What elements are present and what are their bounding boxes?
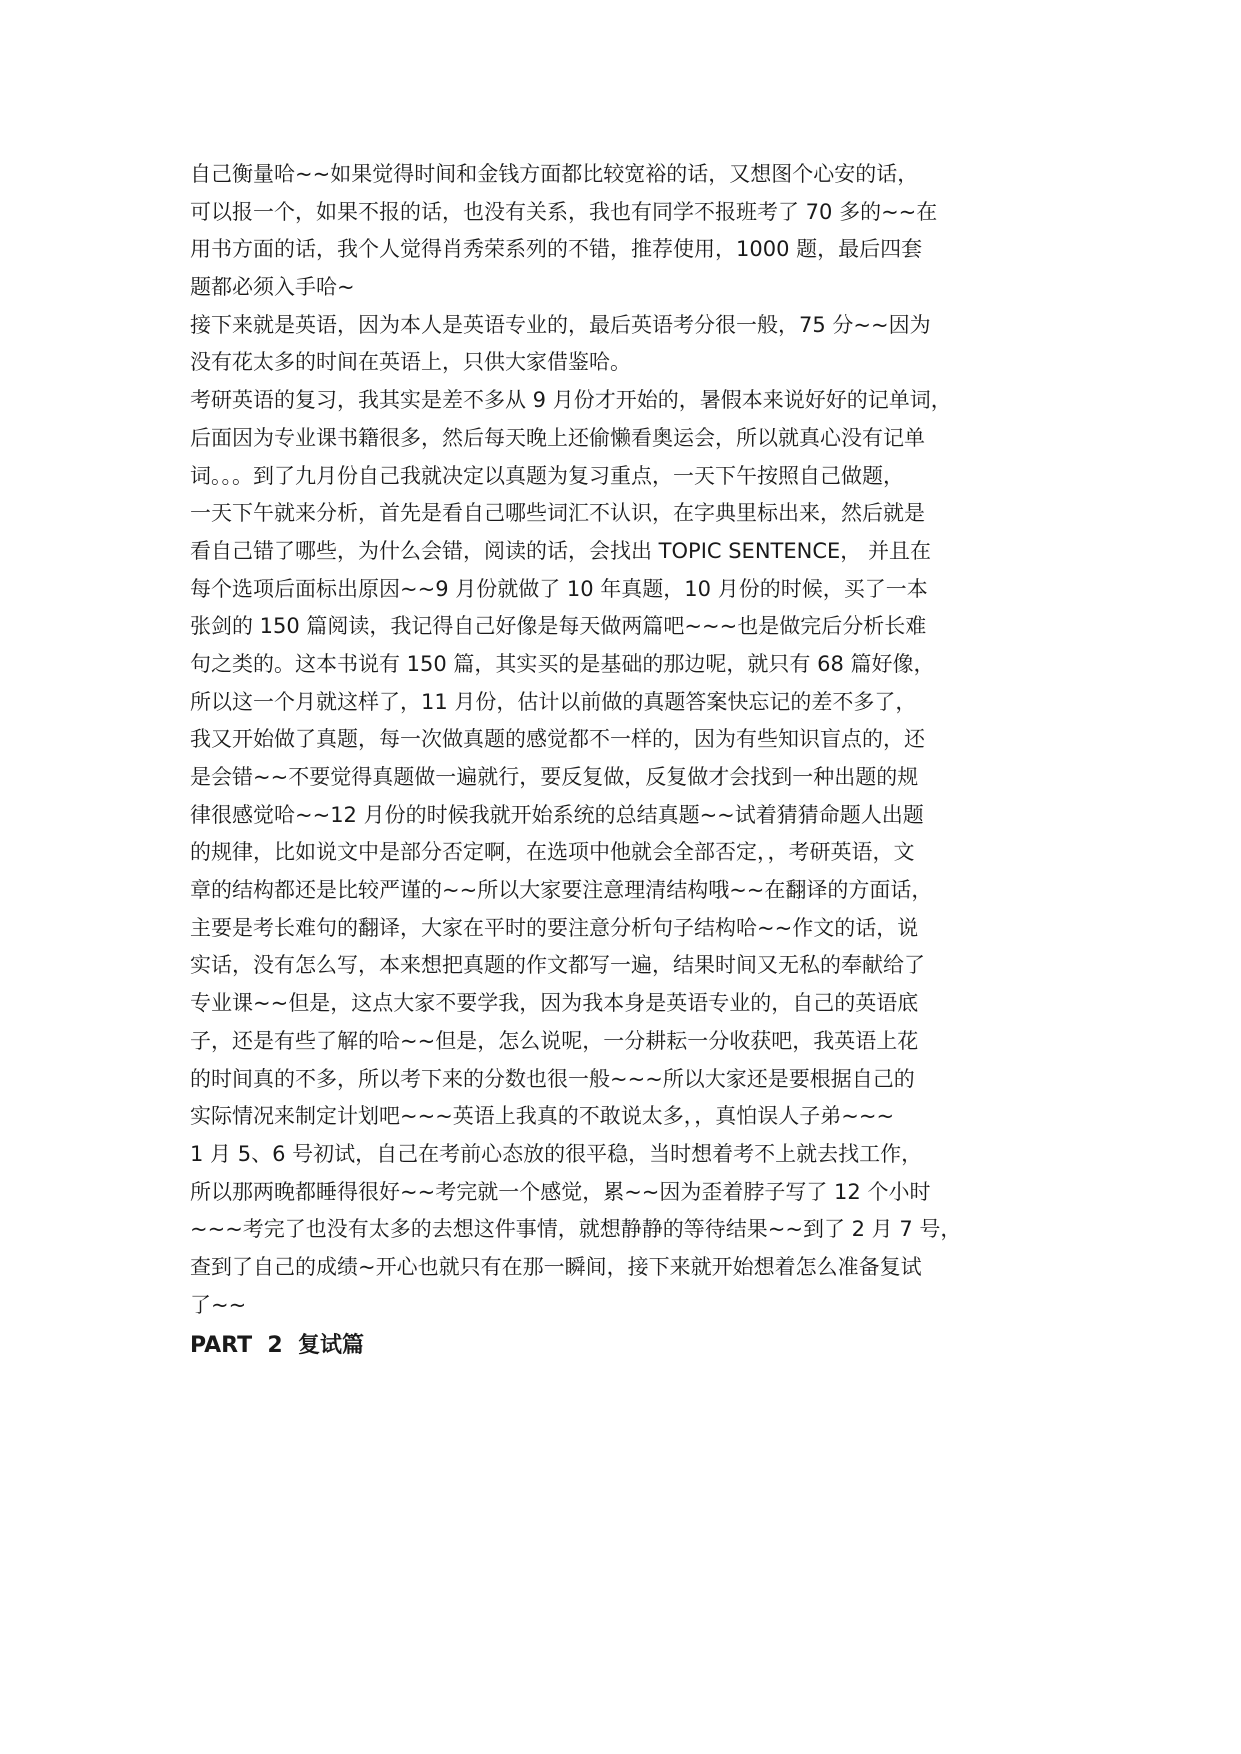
text-line: 看自己错了哪些，为什么会错，阅读的话，会找出 TOPIC SENTENCE， 并且在 [190, 538, 931, 563]
text-line: 题都必须入手哈~ [190, 275, 355, 300]
text-line: 后面因为专业课书籍很多，然后每天晚上还偷懒看奥运会，所以就真心没有记单 [190, 425, 925, 450]
text-line: 子，还是有些了解的哈~~但是，怎么说呢，一分耕耘一分收获吧，我英语上花 [190, 1028, 919, 1053]
text-line: 章的结构都还是比较严谨的~~所以大家要注意理清结构哦~~在翻译的方面话， [190, 878, 933, 903]
text-line: 句之类的。这本书说有 150 篇，其实买的是基础的那边呢，就只有 68 篇好像， [190, 651, 935, 676]
text-line: 实话，没有怎么写，本来想把真题的作文都写一遍，结果时间又无私的奉献给了 [190, 953, 925, 978]
text-line: 1 月 5、6 号初试，自己在考前心态放的很平稳，当时想着考不上就去找工作， [190, 1141, 923, 1166]
text-line: 主要是考长难句的翻译，大家在平时的要注意分析句子结构哈~~作文的话，说 [190, 915, 919, 940]
text-line: 考研英语的复习，我其实是差不多从 9 月份才开始的，暑假本来说好好的记单词， [190, 388, 952, 413]
text-line: 的时间真的不多，所以考下来的分数也很一般~~~所以大家还是要根据自己的 [190, 1066, 915, 1091]
text-line: 张剑的 150 篇阅读，我记得自己好像是每天做两篇吧~~~也是做完后分析长难 [190, 614, 927, 639]
text-line: 是会错~~不要觉得真题做一遍就行，要反复做，反复做才会找到一种出题的规 [190, 765, 919, 789]
text-line: ~~~考完了也没有太多的去想这件事情，就想静静的等待结果~~到了 2 月 7 号， [190, 1217, 962, 1242]
text-line: 没有花太多的时间在英语上，只供大家借鉴哈。 [190, 350, 631, 375]
section-heading: PART 2 复试篇 [190, 1333, 365, 1359]
text-line: 可以报一个，如果不报的话，也没有关系，我也有同学不报班考了 70 多的~~在 [190, 199, 938, 224]
text-line: 专业课~~但是，这点大家不要学我，因为我本身是英语专业的，自己的英语底 [190, 991, 919, 1016]
text-line: 的规律，比如说文中是部分否定啊，在选项中他就会全部否定，，考研英语，文 [190, 840, 915, 865]
text-line: 词。。。到了九月份自己我就决定以真题为复习重点，一天下午按照自己做题， [190, 463, 904, 488]
text-line: 所以那两晚都睡得很好~~考完就一个感觉，累~~因为歪着脖子写了 12 个小时 [190, 1179, 931, 1204]
document-body [190, 156, 1070, 1366]
text-line: 接下来就是英语，因为本人是英语专业的，最后英语考分很一般，75 分~~因为 [190, 312, 931, 337]
text-line: 律很感觉哈~~12 月份的时候我就开始系统的总结真题~~试着猜猜命题人出题 [190, 802, 924, 827]
text-line: 每个选项后面标出原因~~9 月份就做了 10 年真题，10 月份的时候，买了一本 [190, 576, 928, 601]
text-line: 实际情况来制定计划吧~~~英语上我真的不敢说太多，，真怕误人子弟~~~ [190, 1104, 895, 1129]
text-line: 一天下午就来分析，首先是看自己哪些词汇不认识，在字典里标出来，然后就是 [190, 501, 925, 526]
text-line: 用书方面的话，我个人觉得肖秀荣系列的不错，推荐使用，1000 题，最后四套 [190, 237, 923, 262]
text-line: 自己衡量哈~~如果觉得时间和金钱方面都比较宽裕的话，又想图个心安的话， [190, 162, 919, 186]
text-line: 查到了自己的成绩~开心也就只有在那一瞬间，接下来就开始想着怎么准备复试 [190, 1254, 922, 1279]
text-line: 所以这一个月就这样了，11 月份，估计以前做的真题答案快忘记的差不多了， [190, 689, 917, 714]
text-line: 了~~ [190, 1292, 247, 1317]
text-line: 我又开始做了真题，每一次做真题的感觉都不一样的，因为有些知识盲点的，还 [190, 727, 925, 752]
